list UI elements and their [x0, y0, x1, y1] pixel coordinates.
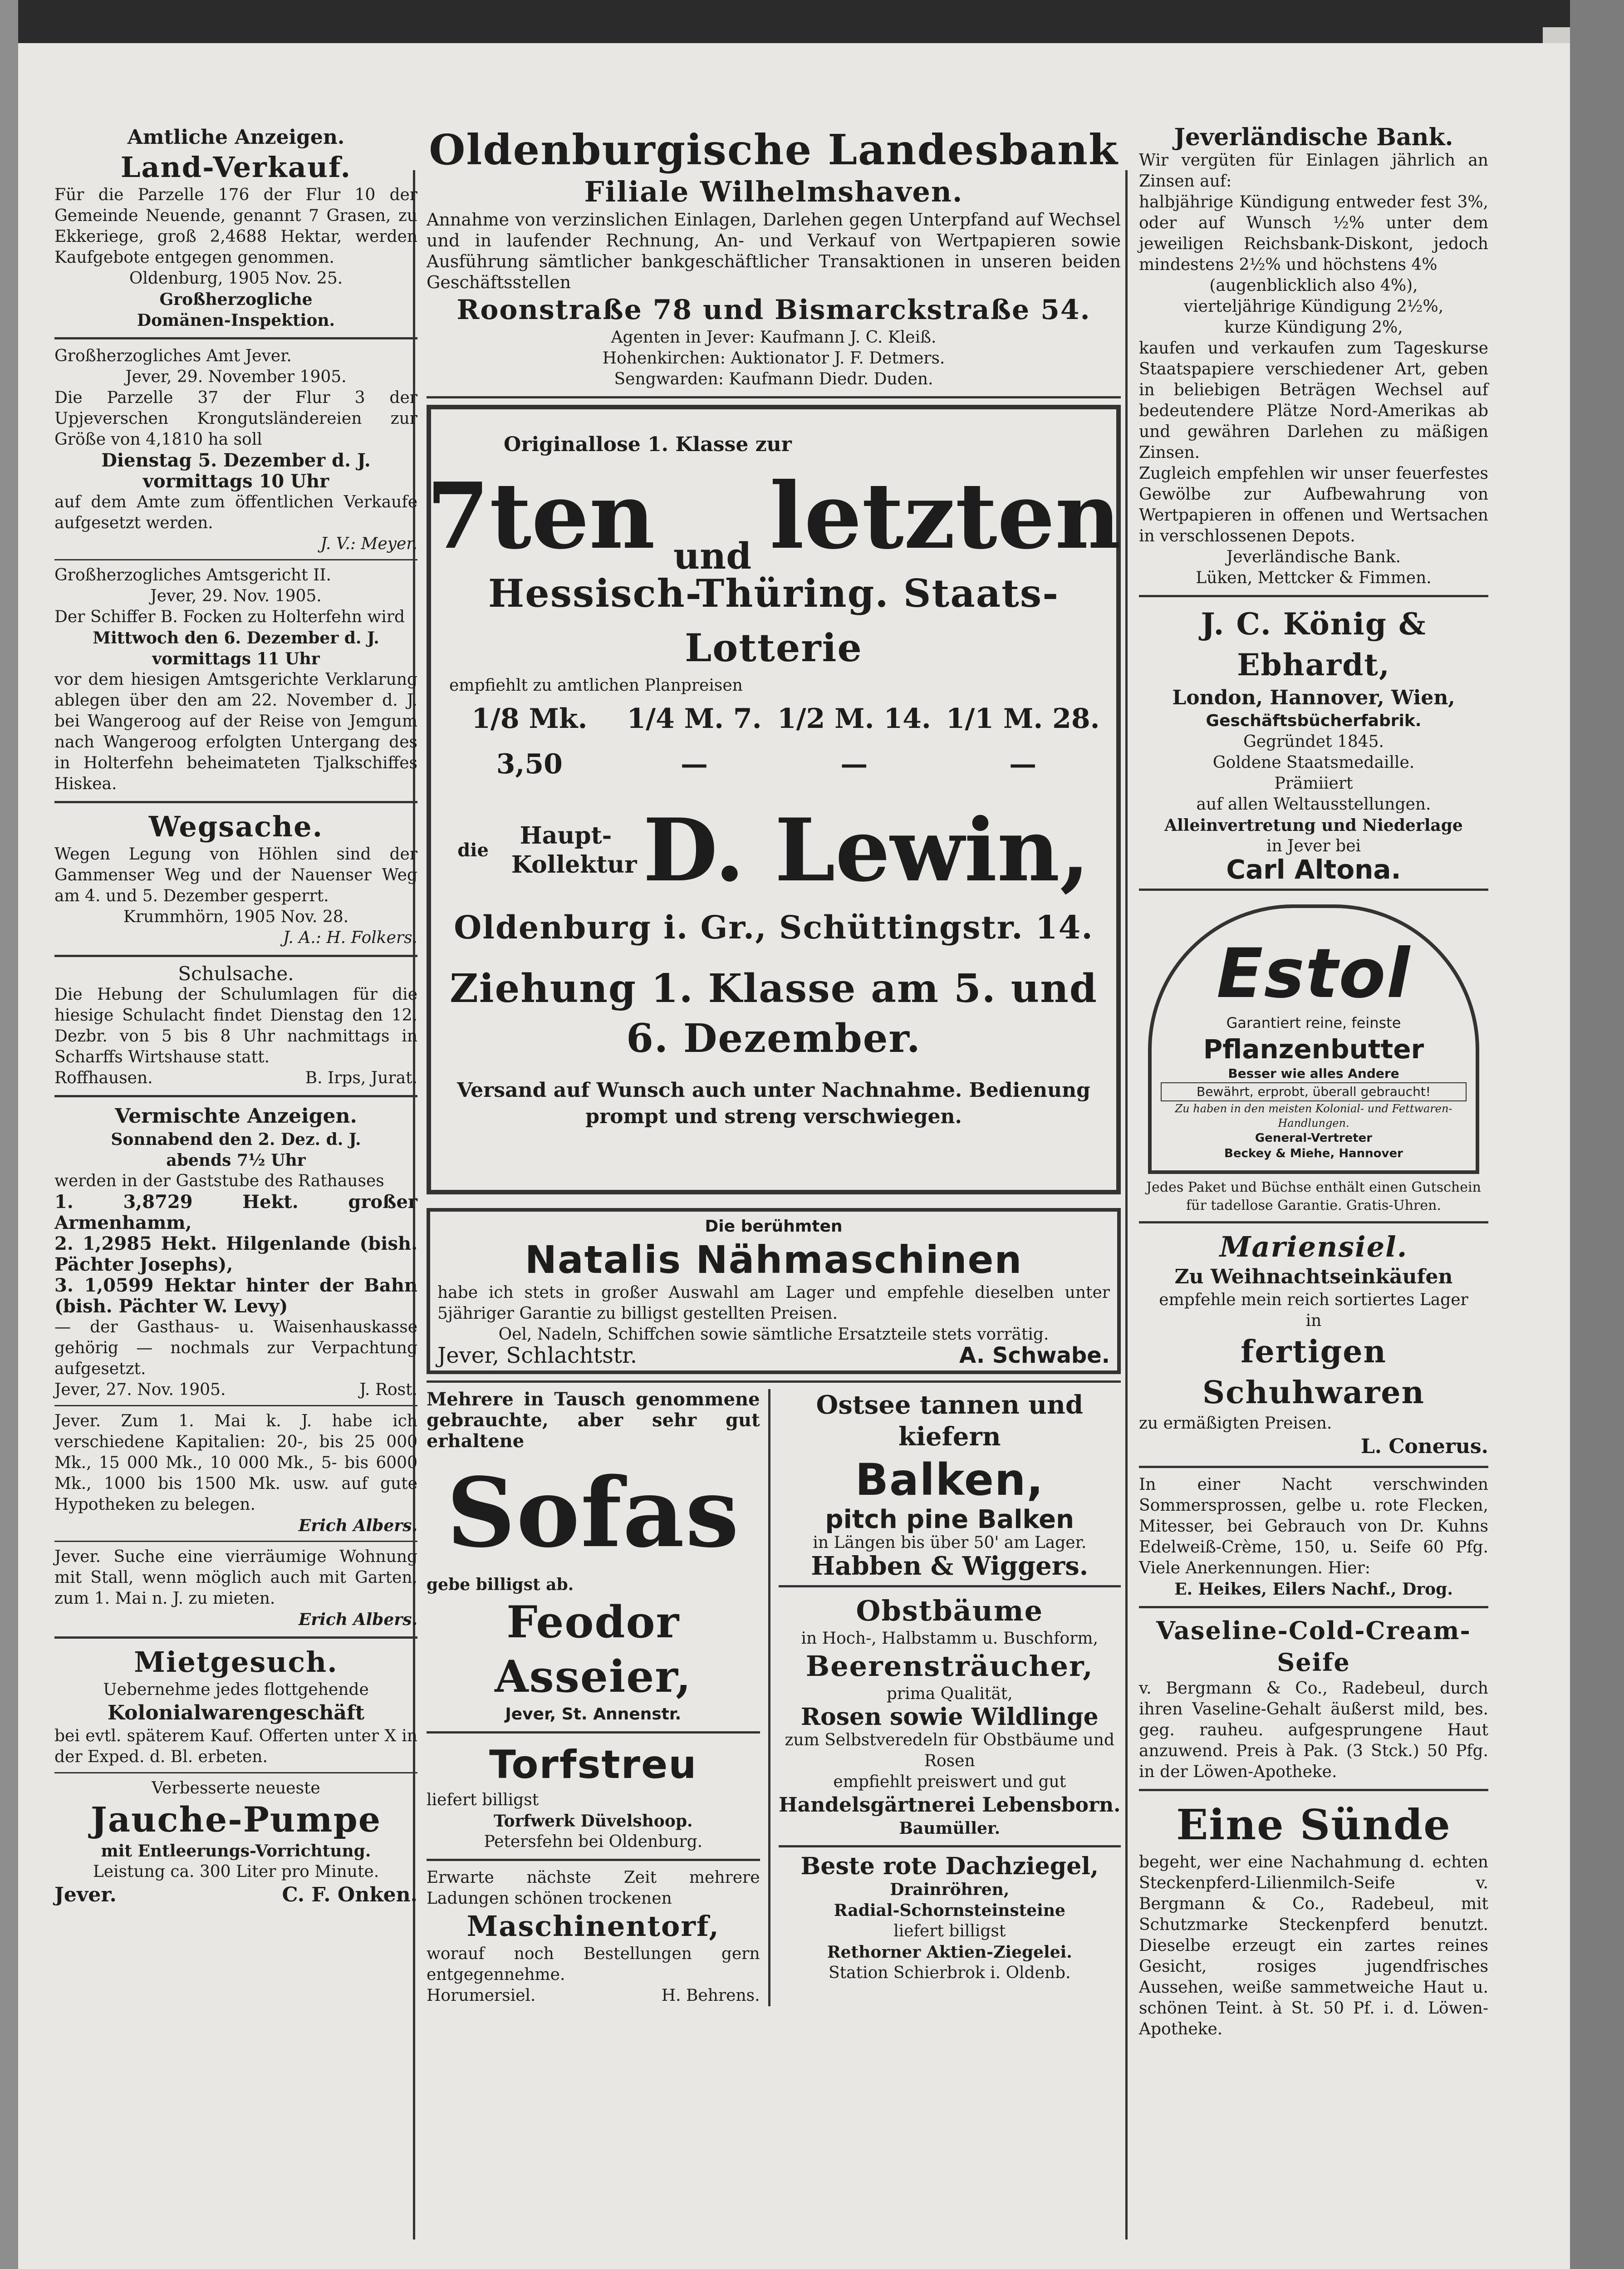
page-binding-shadow [0, 0, 18, 2269]
ad-place: Roffhausen. [54, 1069, 153, 1087]
ad-bold-line: vormittags 10 Uhr [142, 471, 329, 492]
ad-bold-line: Sonnabend den 2. Dez. d. J. [111, 1130, 361, 1149]
ad-line: Oel, Nadeln, Schiffchen sowie sämtliche Ersatzteile stets vorrätig. [498, 1325, 1049, 1344]
ad-mietgesuch [54, 1645, 417, 1768]
ad-line: zu ermäßigten Preisen. [1139, 1414, 1332, 1433]
ad-line: in Längen bis über 50' am Lager. [813, 1533, 1087, 1552]
ad-address: Roonstraße 78 und Bismarckstraße 54. [456, 294, 1091, 326]
ad-date: Jever, 27. Nov. 1905. [54, 1380, 226, 1399]
divider [427, 1380, 1121, 1383]
ad-vaseline [1139, 1615, 1488, 1783]
ad-line: mit Entleerungs-Vorrichtung. [101, 1842, 371, 1861]
ad-torfstreu [427, 1740, 760, 1852]
ad-signature: C. F. Onken. [282, 1883, 417, 1906]
ad-signature: B. Irps, Jurat. [305, 1069, 417, 1087]
ad-text: worauf noch Bestellungen gern entgegennehme. [427, 1945, 760, 1984]
ad-line: Zu Weihnachtseinkäufen [1174, 1265, 1453, 1288]
ad-title: Torfstreu [489, 1742, 697, 1788]
scan-background [1570, 0, 1624, 2269]
ad-line: auf allen Weltausstellungen. [1196, 795, 1431, 814]
ad-text: Zu haben in den meisten Kolonial- und Fettwaren-Handlungen. [1175, 1102, 1452, 1130]
ad-title: Mietgesuch. [134, 1645, 338, 1679]
ad-line: Leistung ca. 300 Liter pro Minute. [93, 1862, 379, 1881]
ad-line: empfehle mein reich sortiertes Lager [1159, 1291, 1468, 1309]
ad-title: Beerensträucher, [805, 1650, 1094, 1683]
ad-lotterie [427, 405, 1121, 1194]
ad-line: (augenblicklich also 4%), [1209, 276, 1418, 295]
ad-text: bei evtl. späterem Kauf. Offerten unter X in der Exped. d. Bl. erbeten. [54, 1727, 417, 1766]
ad-line: liefert billigst [893, 1922, 1006, 1940]
ad-word: die [457, 840, 489, 861]
ad-title: Maschinentorf, [466, 1910, 720, 1943]
ad-number: 7ten [426, 463, 655, 570]
ad-line: empfiehlt zu amtlichen Planpreisen [449, 676, 743, 695]
ad-address: Oldenburg i. Gr., Schüttingstr. 14. [454, 909, 1094, 946]
ad-title: Obstbäume [856, 1594, 1044, 1627]
ad-title: Balken, [855, 1454, 1044, 1505]
ad-line: Uebernehme jedes flottgehende [103, 1680, 369, 1699]
ad-dachziegel [779, 1854, 1121, 1984]
ad-verpachtung [54, 1104, 417, 1400]
ad-text: vor dem hiesigen Amtsgerichte Verklarung ablegen über den am 22. November d. J. bei Wangeroog auf der Reise von Jemgum nach Wangeroog erfolgten Untergang des in Holterfehn beheimateten Tjalkschiffes Hiskea. [54, 670, 417, 793]
ad-kapitalien [54, 1411, 417, 1536]
ad-line: Sengwarden: Kaufmann Diedr. Duden. [614, 370, 933, 388]
ad-line: General-Vertreter [1255, 1131, 1373, 1145]
divider [54, 559, 417, 560]
ad-bold-line: vormittags 11 Uhr [152, 649, 320, 668]
ad-title: J. C. König & Ebhardt, [1201, 606, 1427, 683]
ad-obstbaeume [779, 1594, 1121, 1839]
ad-text: Versand auf Wunsch auch unter Nachnahme. Bedienung prompt und streng verschwiegen. [457, 1079, 1090, 1128]
ad-signature: J. V.: Meyer. [320, 535, 417, 553]
ad-text: Annahme von verzinslichen Einlagen, Darlehen gegen Unterpfand auf Wechsel und in laufender Rechnung, An- und Verkauf von Wertpapieren sowie Ausführung sämtlicher bankgeschäftlicher Transaktionen in unseren beiden Geschäftsstellen [427, 210, 1121, 292]
sub-column-left [427, 1389, 770, 2006]
ad-natalis [427, 1208, 1121, 1374]
ad-line: Beckey & Miehe, Hannover [1224, 1147, 1403, 1160]
ad-balken [779, 1389, 1121, 1579]
ad-signature: L. Conerus. [1360, 1435, 1488, 1458]
sub-column-right [770, 1389, 1121, 2006]
ad-line: Verbesserte neueste [152, 1779, 320, 1798]
ad-line: in Jever bei [1266, 837, 1361, 855]
ad-signature: Erich Albers. [298, 1610, 417, 1629]
ad-text: v. Bergmann & Co., Radebeul, durch ihren Vaseline-Gehalt äußerst mild, bes. geg. rauheu. aufgesprungene Haut anzuwend. Preis à Pak. (3 Stck.) 50 Pfg. in der Löwen-Apotheke. [1139, 1679, 1488, 1781]
divider [1139, 1221, 1488, 1223]
ad-conerus [1139, 1230, 1488, 1459]
ad-text: begeht, wer eine Nachahmung d. echten Steckenpferd-Lilienmilch-Seife v. Bergmann & Co., Radebeul, mit Schutzmarke Steckenpferd benutzt. Dieselbe erzeugt ein zartes reines Gesicht, rosiges jugendfrisches Aussehen, weiße sammetweiche Haut u. schönen Teint. à St. 50 Pf. i. d. Löwen-Apotheke. [1139, 1853, 1488, 2038]
ad-line: Rethorner Aktien-Ziegelei. [827, 1943, 1072, 1962]
ad-line: in [1305, 1311, 1322, 1330]
ad-title: Natalis Nähmaschinen [525, 1238, 1023, 1282]
ad-title: Eine Sünde [1176, 1800, 1451, 1849]
ad-text: Die Parzelle 37 der Flur 3 der Upjeverschen Krongutsländereien zur Größe von 4,1810 ha soll [54, 388, 417, 449]
divider [54, 955, 417, 957]
divider [54, 1541, 417, 1542]
ad-line: Originallose 1. Klasse zur [504, 433, 792, 456]
ad-wohnung [54, 1547, 417, 1630]
ad-line: Großherzogliches Amtsgericht II. [54, 566, 331, 584]
ad-title: Oldenburgische Landesbank [429, 125, 1119, 174]
list-item: 3. 1,0599 Hektar hinter der Bahn (bish. Pächter W. Levy) [54, 1275, 417, 1317]
ad-text: Für die Parzelle 176 der Flur 10 der Gemeinde Neuende, genannt 7 Grasen, zu Ekkeriege, groß 2,4688 Hektar, werden Kaufgebote entgegen genommen. [54, 186, 417, 267]
ad-name: D. Lewin, [643, 800, 1090, 901]
list-item: 2. 1,2985 Hekt. Hilgenlande (bish. Pächter Josephs), [54, 1233, 417, 1275]
ad-estol [1139, 904, 1488, 1215]
divider [779, 1845, 1121, 1847]
divider [779, 1585, 1121, 1587]
ad-date: Oldenburg, 1905 Nov. 25. [129, 269, 343, 288]
ad-line: Drainröhren, [890, 1880, 1010, 1899]
ad-text: Der Schiffer B. Focken zu Holterfehn wird [54, 608, 405, 626]
ad-bold-line: abends 7½ Uhr [166, 1151, 306, 1170]
divider [54, 1095, 417, 1097]
ad-date: Jever, 29. November 1905. [125, 368, 347, 386]
ad-line: Besser wie alles Andere [1228, 1066, 1399, 1081]
ad-text: Wir vergüten für Einlagen jährlich an Zinsen auf: [1139, 151, 1488, 191]
ad-sofas [427, 1389, 760, 1725]
ad-date: Krummhörn, 1905 Nov. 28. [123, 908, 349, 926]
ad-line: Radial-Schornsteinsteine [834, 1901, 1065, 1920]
divider [1139, 595, 1488, 597]
ad-signature: Erich Albers. [298, 1516, 417, 1535]
ad-line: prima Qualität, [886, 1685, 1013, 1703]
ad-date: Jever, 29. Nov. 1905. [150, 587, 322, 605]
ad-line: Gegründet 1845. [1243, 732, 1384, 751]
ad-text: Wegen Legung von Höhlen sind der Gammenser Weg und der Nauenser Weg am 4. und 5. Dezember gesperrt. [54, 845, 417, 905]
ad-title: Beste rote Dachziegel, [800, 1852, 1099, 1880]
ad-signature: Großherzogliche [159, 290, 313, 309]
ad-line: Station Schierbrok i. Oldenb. [829, 1964, 1071, 1982]
ad-landesbank [427, 125, 1121, 390]
divider [427, 1731, 760, 1734]
list-item: 1. 3,8729 Hekt. großer Armenhamm, [54, 1191, 417, 1233]
ad-signature: Domänen-Inspektion. [137, 311, 335, 330]
price: 1/8 Mk. 3,50 [471, 703, 588, 780]
ad-text: auf dem Amte zum öffentlichen Verkaufe aufgesetzt werden. [54, 493, 417, 532]
ad-name: Feodor Asseier, [495, 1596, 692, 1702]
ad-line: in Hoch-, Halbstamm u. Buschform, [801, 1629, 1099, 1648]
ad-text: zum Selbstveredeln für Obstbäume und Rosen [785, 1731, 1115, 1770]
divider [54, 1772, 417, 1773]
ad-line: Bewährt, erprobt, überall gebraucht! [1161, 1082, 1467, 1101]
ad-title: Pflanzenbutter [1203, 1034, 1424, 1065]
ad-word: Haupt-Kollektur [511, 822, 637, 879]
ad-signature: Habben & Wiggers. [811, 1551, 1089, 1581]
ad-signature: J. Rost. [359, 1380, 417, 1399]
ad-land-verkauf [54, 125, 417, 331]
ad-line: empfiehlt preiswert und gut [833, 1773, 1066, 1791]
section-heading: Vermischte Anzeigen. [115, 1105, 357, 1128]
ad-text: Erwarte nächste Zeit mehrere Ladungen schönen trockenen [427, 1868, 760, 1908]
newspaper-page [18, 43, 1570, 2269]
ad-amtsgericht [54, 565, 417, 795]
ad-bold-line: Dienstag 5. Dezember d. J. [101, 450, 371, 471]
ad-place: Jever. [54, 1883, 117, 1906]
ad-text: Mehrere in Tausch genommene gebrauchte, aber sehr gut erhaltene [427, 1389, 760, 1452]
ad-line: gebe billigst ab. [427, 1575, 574, 1594]
ad-koenig-ebhardt [1139, 604, 1488, 885]
left-column [54, 125, 417, 1908]
ad-text: habe ich stets in großer Auswahl am Lager und empfehle dieselben unter 5jähriger Garantie zu billigst gestellten Preisen. [437, 1283, 1110, 1323]
ad-line: Torfwerk Düvelshoop. [494, 1812, 693, 1831]
price: 1/1 M. 28.— [946, 703, 1100, 780]
ad-signature: Lüken, Mettcker & Fimmen. [1196, 569, 1432, 587]
divider [54, 801, 417, 803]
estol-frame [1148, 904, 1479, 1174]
divider [54, 1405, 417, 1406]
ad-line: Ziehung 1. Klasse am 5. und [450, 966, 1098, 1012]
ad-text: — der Gasthaus- u. Waisenhauskasse gehörig — nochmals zur Verpachtung aufgesetzt. [54, 1318, 417, 1378]
ad-line: Kolonialwarengeschäft [107, 1701, 365, 1724]
ad-signature: J. A.: H. Folkers. [283, 928, 417, 947]
ad-line: Goldene Staatsmedaille. [1212, 753, 1415, 772]
price: 1/4 M. 7.— [627, 703, 762, 780]
ad-signature: Jeverländische Bank. [1226, 548, 1401, 566]
ad-jeverlaendische-bank [1139, 125, 1488, 589]
ad-address: Jever, St. Annenstr. [505, 1705, 682, 1724]
ad-text: Jedes Paket und Büchse enthält einen Gutschein für tadellose Garantie. Gratis-Uhren. [1146, 1179, 1481, 1213]
section-heading: Amtliche Anzeigen. [127, 126, 345, 149]
ad-signature: Handelsgärtnerei Lebensborn. [779, 1793, 1121, 1817]
divider [1139, 1606, 1488, 1608]
ad-line: 6. Dezember. [626, 1016, 921, 1061]
ad-title: Jauche-Pumpe [90, 1799, 382, 1840]
ad-title: Vaseline-Cold-Cream-Seife [1156, 1616, 1471, 1677]
estol-logo: Estol [1217, 934, 1411, 1013]
ad-signature: A. Schwabe. [959, 1343, 1110, 1368]
ad-title: Wegsache. [148, 810, 324, 843]
ad-line: Hohenkirchen: Auktionator J. F. Detmers. [602, 349, 945, 368]
kollektur-row [440, 796, 1107, 905]
divider [427, 396, 1121, 398]
ad-signature: E. Heikes, Eilers Nachf., Drog. [1174, 1580, 1453, 1599]
ad-line: liefert billigst [427, 1791, 539, 1809]
ad-line: Garantiert reine, feinste [1226, 1014, 1401, 1031]
ad-subtitle: Filiale Wilhelmshaven. [584, 175, 963, 208]
ad-line: Petersfehn bei Oldenburg. [484, 1832, 703, 1851]
ad-signature: Baumüller. [899, 1819, 1001, 1838]
middle-subcolumns [427, 1389, 1121, 2006]
ad-title: Schulsache. [178, 963, 294, 985]
divider [1139, 1789, 1488, 1791]
ad-schulsache [54, 963, 417, 1089]
ad-amt-jever [54, 346, 417, 555]
ad-line: Ostsee tannen und kiefern [816, 1390, 1084, 1452]
column-rule-2 [1125, 170, 1128, 2240]
ad-line: Agenten in Jever: Kaufmann J. C. Kleiß. [611, 328, 937, 347]
ad-text: In einer Nacht verschwinden Sommersprossen, gelbe u. rote Flecken, Mitesser, bei Gebrauch von Dr. Kuhns Edelweiß-Crème, 150, u. Seife 60 Pfg. Viele Anerkennungen. Hier: [1139, 1475, 1488, 1577]
ad-title: Rosen sowie Wildlinge [800, 1703, 1099, 1731]
ad-text: Die Hebung der Schulumlagen für die hiesige Schulacht findet Dienstag den 12. Dezbr. von 5 bis 8 Uhr nachmittags in Scharffs Wirtshause statt. [54, 985, 417, 1066]
ad-word: und [673, 535, 752, 577]
ad-title: Hessisch-Thüring. Staats-Lotterie [488, 571, 1060, 670]
ad-jauche-pumpe [54, 1778, 417, 1908]
ad-text: kaufen und verkaufen zum Tageskurse Staatspapiere verschiedener Art, geben in beliebigen Beträgen Wechsel auf bedeutendere Plätze Nord-Amerikas ab und gewähren Darlehen zu mäßigen Zinsen. [1139, 339, 1488, 462]
ad-title: Mariensiel. [1219, 1230, 1408, 1263]
ad-line: Die berühmten [705, 1217, 843, 1236]
ad-title: Jeverländische Bank. [1174, 123, 1453, 151]
ad-text: Zugleich empfehlen wir unser feuerfestes Gewölbe zur Aufbewahrung von Wertpapieren in offenen und Wertsachen in verschlossenen Depots. [1139, 464, 1488, 545]
right-column [1139, 125, 1488, 2040]
ad-text: Jever. Suche eine vierräumige Wohnung mit Stall, wenn möglich auch mit Garten, zum 1. Mai n. J. zu mieten. [54, 1547, 417, 1608]
divider [54, 1636, 417, 1639]
ad-title: Sofas [446, 1457, 740, 1569]
ad-line: London, Hannover, Wien, [1172, 686, 1455, 709]
middle-column [427, 125, 1121, 2006]
ad-eine-suende [1139, 1798, 1488, 2040]
price-row [440, 696, 1107, 787]
ad-text: halbjährige Kündigung entweder fest 3%, oder auf Wunsch ½% unter dem jeweiligen Reichsbank-Diskont, jedoch mindestens 2½% und höchstens 4% [1139, 193, 1488, 274]
ad-name: Carl Altona. [1226, 854, 1401, 885]
ad-place: Jever, Schlachtstr. [437, 1343, 637, 1368]
ad-title: fertigen Schuhwaren [1202, 1334, 1425, 1411]
divider [1139, 1466, 1488, 1468]
ad-line: Großherzogliches Amt Jever. [54, 347, 292, 365]
ad-line: Prämiiert [1274, 774, 1353, 793]
ad-place: Horumersiel. [427, 1986, 536, 2005]
ad-line: pitch pine Balken [825, 1505, 1074, 1534]
ad-line: kurze Kündigung 2%, [1224, 318, 1403, 337]
ad-title: Land-Verkauf. [120, 151, 352, 184]
ad-line: Geschäftsbücherfabrik. [1206, 712, 1422, 730]
ad-line: Alleinvertretung und Niederlage [1164, 816, 1463, 835]
ad-kuhn-creme [1139, 1474, 1488, 1600]
ad-word: letzten [770, 463, 1121, 570]
ad-wegsache [54, 810, 417, 948]
divider [427, 1859, 760, 1861]
ad-text: werden in der Gaststube des Rathauses [54, 1172, 384, 1190]
ad-maschinentorf [427, 1867, 760, 2006]
ad-text: Jever. Zum 1. Mai k. J. habe ich verschiedene Kapitalien: 20-, bis 25 000 Mk., 15 000 Mk., 10 000 Mk., 5- bis 6000 Mk., 1000 bis 1500 Mk. usw. auf gute Hypotheken zu belegen. [54, 1412, 417, 1514]
price: 1/2 M. 14.— [777, 703, 931, 780]
ad-signature: H. Behrens. [661, 1986, 760, 2005]
divider [54, 337, 417, 339]
ad-bold-line: Mittwoch den 6. Dezember d. J. [93, 629, 379, 648]
divider [1139, 889, 1488, 891]
ad-line: vierteljährige Kündigung 2½%, [1183, 297, 1444, 316]
